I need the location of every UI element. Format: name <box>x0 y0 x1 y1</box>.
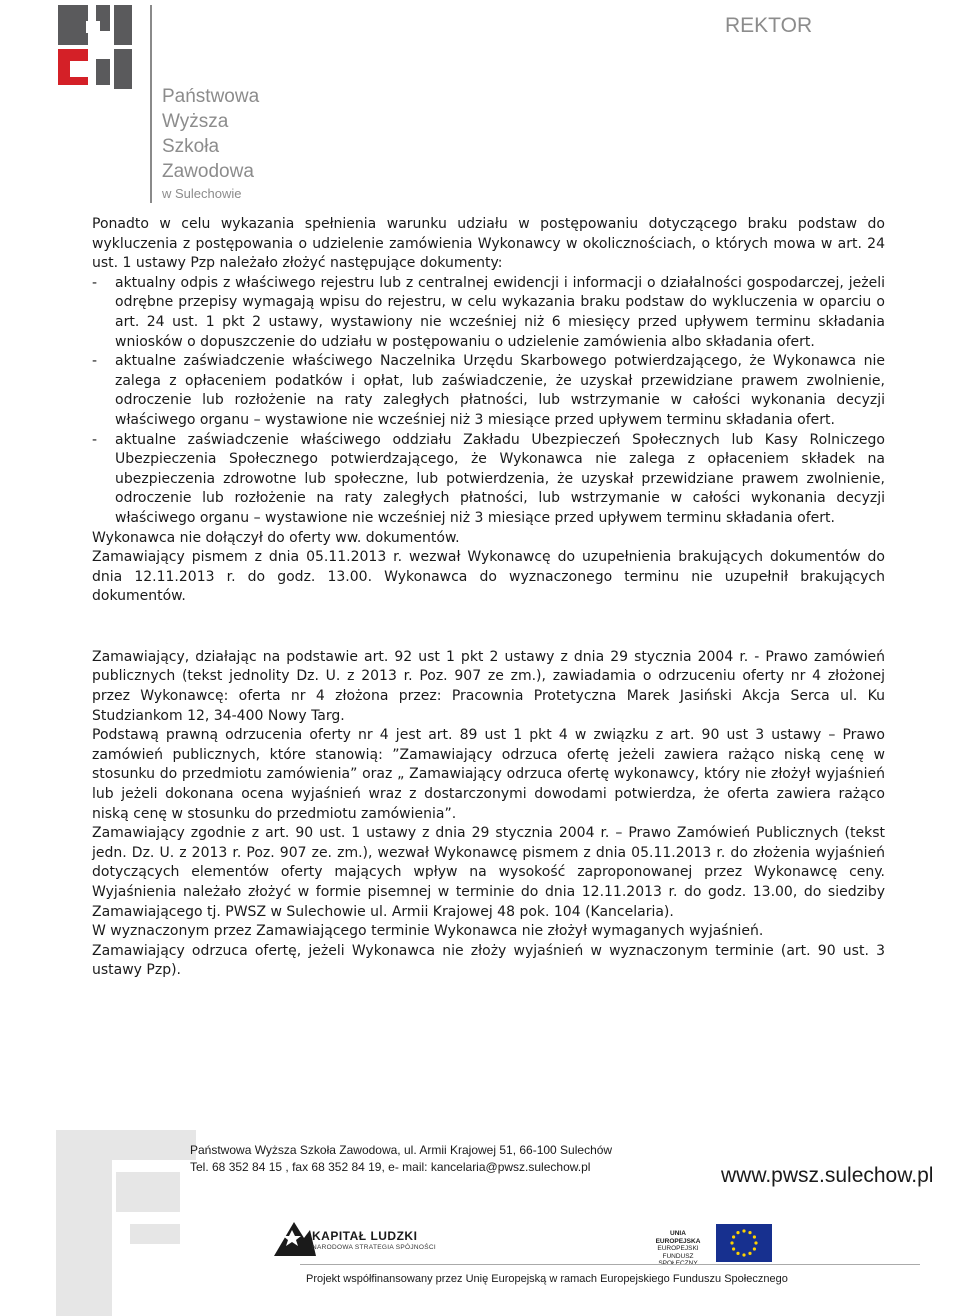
paragraph-gap <box>92 607 885 648</box>
eu-label-line: FUNDUSZ <box>662 1252 694 1260</box>
paragraph: Podstawą prawną odrzucenia oferty nr 4 jest art. 89 ust 1 pkt 4 w związku z art. 90 ust 3 ustawy – Prawo zamówień publicznych, które stanowią: ”Zamawiający odrzuca ofertę jeżeli zawiera rażąco niską cenę w stosunku do przedmiotu zamówienia” oraz „ Zamawiający odrzuca ofertę wykonawcy, który nie złożył wyjaśnień lub jeżeli dokonana ocena wyjaśnień wraz z dostarczonymi dowodami potwierdza, że oferta zawiera rażąco niską cenę w stosunku do przedmiotu zamówienia”. <box>92 727 885 822</box>
rektor-heading: REKTOR <box>725 14 813 37</box>
school-name-line: Wyższa <box>162 111 229 132</box>
footer-address <box>190 1142 612 1176</box>
school-name-line: Zawodowa <box>162 161 254 182</box>
footer-contact-line: Tel. 68 352 84 15 , fax 68 352 84 19, e- mail: kancelaria@pwsz.sulechow.pl <box>190 1160 591 1174</box>
school-location: w Sulechowie <box>162 186 242 201</box>
eu-label <box>652 1230 704 1268</box>
school-name-line: Szkoła <box>162 136 220 157</box>
intro-paragraph: Ponadto w celu wykazania spełnienia warunku udziału w postępowaniu dotyczącego braku podstaw do wykluczenia z postępowania o udzielenie zamówienia Wykonawcy w okolicznościach, o których mowa w art. 24 ust. 1 ustawy Pzp należało złożyć następujące dokumenty: <box>92 216 885 272</box>
paragraph: Zamawiający odrzuca ofertę, jeżeli Wykonawca nie złoży wyjaśnień w wyznaczonym terminie (art. 90 ust. 3 ustawy Pzp). <box>92 942 885 979</box>
eu-label-line: EUROPEJSKI <box>657 1245 699 1252</box>
kapital-ludzki-title: KAPITAŁ LUDZKI <box>312 1229 418 1243</box>
letter-body <box>92 215 885 981</box>
footer-logo-graphic <box>56 1130 196 1316</box>
footer-divider <box>300 1264 920 1265</box>
eu-label-line: UNIA EUROPEJSKA <box>655 1230 701 1245</box>
paragraph: Zamawiający, działając na podstawie art. 92 ust 1 pkt 2 ustawy z dnia 29 stycznia 2004 r. - Prawo zamówień publicznych (tekst jednolity Dz. U. z 2013 r. Poz. 907 ze zm.), zawiadamia o odrzuceniu oferty nr 4 złożonej przez Wykonawcę: oferta nr 4 złożona przez: Pracownia Protetyczna Marek Jasiński Akcja Serca ul. Ku Studziankom 12, 34-400 Nowy Targ. <box>92 648 885 724</box>
school-name <box>162 84 259 204</box>
kapital-ludzki-subtitle: NARODOWA STRATEGIA SPÓJNOŚCI <box>312 1244 436 1251</box>
project-cofinancing-note: Projekt współfinansowany przez Unię Europejską w ramach Europejskiego Funduszu Społecznego <box>306 1273 788 1285</box>
paragraph: W wyznaczonym przez Zamawiającego terminie Wykonawca nie złożył wymaganych wyjaśnień. <box>92 923 764 940</box>
pwsz-logo <box>56 5 152 89</box>
footer-address-line: Państwowa Wyższa Szkoła Zawodowa, ul. Armii Krajowej 51, 66-100 Sulechów <box>190 1143 613 1157</box>
footer-website: www.pwsz.sulechow.pl <box>721 1164 934 1187</box>
document-item: - aktualne zaświadczenie właściwego oddziału Zakładu Ubezpieczeń Społecznych lub Kasy Rolniczego Ubezpieczenia Społecznego potwierdzającego, że Wykonawca nie zalega z opłaceniem składek na ubezpieczenia zdrowotne lub społeczne, lub potwierdzenia, że uzyskał przewidziane prawem zwolnienie, odroczenie lub rozłożenie na raty zaległych płatności, lub wstrzymanie w całości wykonania decyzji właściwego organu – wystawione nie wcześniej niż 3 miesiące przed upływem terminu składania ofert. <box>92 431 885 529</box>
header-divider <box>150 5 152 203</box>
paragraph: Zamawiający pismem z dnia 05.11.2013 r. wezwał Wykonawcę do uzupełnienia brakujących dokumentów do dnia 12.11.2013 r. do godz. 13.00. Wykonawca do wyznaczonego terminu nie uzupełnił brakujących dokumentów. <box>92 549 885 605</box>
eu-flag-icon <box>716 1224 772 1262</box>
school-name-line: Państwowa <box>162 86 260 107</box>
document-item: - aktualny odpis z właściwego rejestru lub z centralnej ewidencji i informacji o działalności gospodarczej, jeżeli odrębne przepisy wymagają wpisu do rejestru, w celu wykazania braku podstaw do wykluczenia w oparciu o art. 24 ust. 1 pkt 2 ustawy, wystawiony nie wcześniej niż 6 miesięcy przed upływem terminu składania wniosków o dopuszczenie do udziału w postępowaniu o udzielenie zamówienia albo składania ofert. <box>92 274 885 352</box>
document-item: - aktualne zaświadczenie właściwego Naczelnika Urzędu Skarbowego potwierdzającego, że Wykonawca nie zalega z opłaceniem podatków i opłat, lub zaświadczenie, że uzyskał przewidziane prawem zwolnienie, odroczenie lub rozłożenie na raty zaległych płatności, lub wstrzymanie w całości wykonania decyzji właściwego organu – wystawione nie wcześniej niż 3 miesiące przed upływem terminu składania ofert. <box>92 352 885 430</box>
paragraph: Zamawiający zgodnie z art. 90 ust. 1 ustawy z dnia 29 stycznia 2004 r. – Prawo Zamówień Publicznych (tekst jedn. Dz. U. z 2013 r. Poz. 907 ze. zm.), wezwał Wykonawcę pismem z dnia 05.11.2013 r. do złożenia wyjaśnień dotyczących elementów oferty mających wpływ na wysokość zaproponowanej przez Wykonawcę ceny. Wyjaśnienia należało złożyć w formie pisemnej w terminie do dnia 12.11.2013 r. do godz. 13.00, do siedziby Zamawiającego tj. PWSZ w Sulechowie ul. Armii Krajowej 48 pok. 104 (Kancelaria). <box>92 825 885 920</box>
paragraph: Wykonawca nie dołączył do oferty ww. dokumentów. <box>92 529 460 546</box>
